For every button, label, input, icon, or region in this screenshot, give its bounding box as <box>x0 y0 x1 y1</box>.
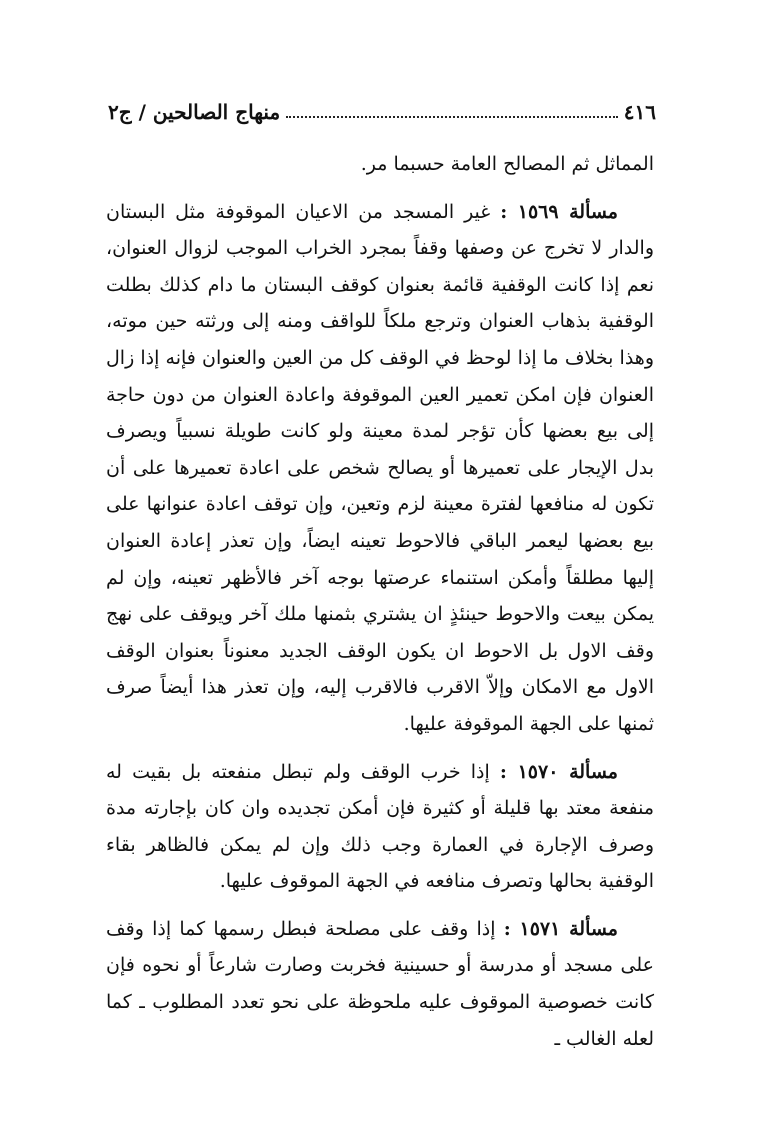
page-number: ٤١٦ <box>623 100 656 124</box>
paragraph-text: المماثل ثم المصالح العامة حسبما مر. <box>360 153 654 175</box>
header-dotted-leader <box>286 116 618 118</box>
running-title: منهاج الصالحين / ج٢ <box>108 100 281 124</box>
issue-1570-paragraph <box>106 754 654 900</box>
issue-1569-paragraph <box>106 194 654 743</box>
issue-label: مسألة ١٥٧١ : <box>503 917 618 940</box>
page-body <box>106 146 654 1057</box>
page-header <box>108 96 656 128</box>
paragraph-text: إذا خرب الوقف ولم تبطل منفعته بل بقيت له منفعة معتد بها قليلة أو كثيرة فإن أمكن تجديده وان كان بإجارته مدة وصرف الإجارة في العمارة وجب ذلك وإن لم يمكن فالظاهر بقاء الوقفية بحالها وتصرف منافعه في الجهة الموقوف عليها. <box>106 760 654 893</box>
paragraph-continuation <box>106 146 654 183</box>
issue-label: مسألة ١٥٧٠ : <box>499 760 618 783</box>
issue-1571-paragraph <box>106 911 654 1057</box>
paragraph-text: إذا وقف على مصلحة فبطل رسمها كما إذا وقف على مسجد أو مدرسة أو حسينية فخربت وصارت شارعاً أو نحوه فإن كانت خصوصية الموقوف عليه ملحوظة على نحو تعدد المطلوب ـ كما لعله الغالب ـ <box>106 917 654 1050</box>
issue-label: مسألة ١٥٦٩ : <box>500 200 618 223</box>
paragraph-text: غير المسجد من الاعيان الموقوفة مثل البستان والدار لا تخرج عن وصفها وقفاً بمجرد الخراب الموجب لزوال العنوان، نعم إذا كانت الوقفية قائمة بعنوان كوقف البستان ما دام كذلك بطلت الوقفية بذهاب العنوان وترجع ملكاً للواقف ومنه إلى ورثته حين موته، وهذا بخلاف ما إذا لوحظ في الوقف كل من العين والعنوان فإنه إذا زال العنوان فإن امكن تعمير العين الموقوفة واعادة العنوان من دون حاجة إلى بيع بعضها كأن تؤجر لمدة معينة ولو كانت طويلة نسبياً ويصرف بدل الإيجار على تعميرها أو يصالح شخص على اعادة تعميرها على أن تكون له منافعها لفترة معينة لزم وتعين، وإن توقف اعادة عنوانها على بيع بعضها ليعمر الباقي فالاحوط تعينه ايضاً، وإن تعذر إعادة العنوان إليها مطلقاً وأمكن استنماء عرصتها بوجه آخر فالأظهر تعينه، وإن لم يمكن بيعت والاحوط حينئذٍ ان يشتري بثمنها ملك آخر ويوقف على نهج وقف الاول بل الاحوط ان يكون الوقف الجديد معنوناً بعنوان الوقف الاول مع الامكان وإلاّ الاقرب فالاقرب إليه، وإن تعذر هذا أيضاً صرف ثمنها على الجهة الموقوفة عليها. <box>106 200 654 735</box>
